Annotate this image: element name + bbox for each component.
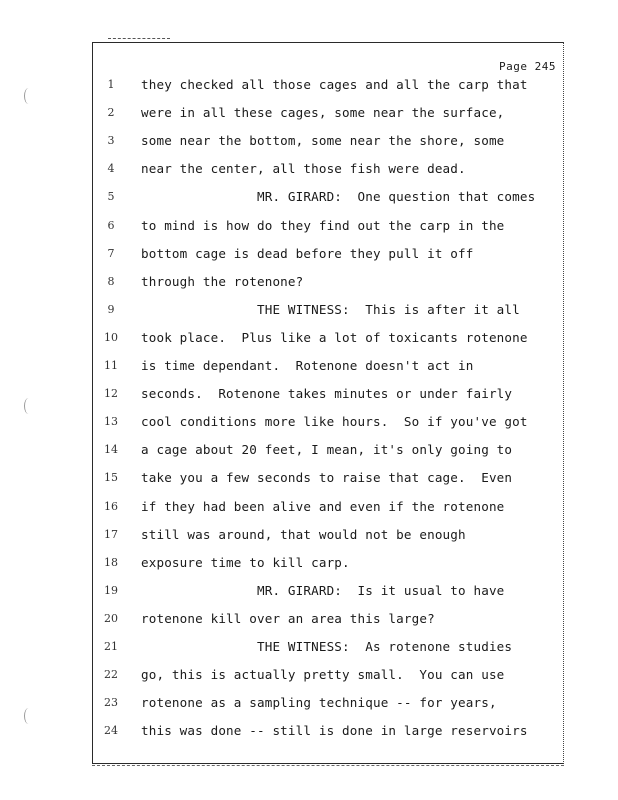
transcript-line — [0, 722, 618, 750]
page-number: Page 245 — [499, 60, 556, 73]
line-number: 11 — [104, 359, 118, 372]
line-number: 6 — [107, 218, 115, 232]
line-number: 7 — [107, 246, 115, 260]
transcript-line — [0, 301, 618, 329]
transcript-line — [0, 694, 618, 722]
line-text: bottom cage is dead before they pull it off — [141, 245, 474, 261]
transcript-line — [0, 582, 618, 610]
line-text: rotenone as a sampling technique -- for years, — [141, 695, 497, 711]
line-text: rotenone kill over an area this large? — [141, 610, 435, 626]
transcript-line — [0, 273, 618, 301]
line-text: THE WITNESS: As rotenone studies — [141, 639, 513, 654]
line-number: 18 — [104, 555, 118, 569]
line-number: 2 — [107, 106, 115, 120]
line-number: 19 — [104, 583, 118, 597]
line-text: near the center, all those fish were dead. — [141, 161, 466, 177]
transcript-line — [0, 217, 618, 245]
transcript-line — [0, 441, 618, 469]
transcript-line — [0, 329, 618, 357]
line-text: go, this is actually pretty small. You can use — [141, 667, 505, 683]
transcript-line — [0, 638, 618, 666]
line-text: to mind is how do they find out the carp in the — [141, 217, 505, 233]
line-text: still was around, that would not be enough — [141, 526, 466, 542]
transcript-line — [0, 385, 618, 413]
line-text: if they had been alive and even if the rotenone — [141, 498, 505, 514]
bottom-rule — [92, 765, 564, 766]
line-text: THE WITNESS: This is after it all — [141, 301, 520, 317]
line-number: 5 — [107, 190, 115, 204]
line-number: 4 — [107, 162, 115, 176]
transcript-line — [0, 526, 618, 554]
line-number: 12 — [104, 387, 118, 401]
transcript-line — [0, 498, 618, 526]
line-text: seconds. Rotenone takes minutes or under fairly — [141, 386, 513, 402]
line-number: 1 — [107, 78, 115, 91]
line-number: 17 — [104, 527, 118, 541]
line-number: 16 — [104, 499, 118, 513]
transcript-line — [0, 132, 618, 160]
line-text: some near the bottom, some near the shore, some — [141, 133, 505, 149]
top-margin-mark — [108, 38, 170, 41]
line-number: 9 — [107, 302, 115, 316]
transcript-line — [0, 469, 618, 497]
line-number: 20 — [104, 611, 118, 625]
line-text: took place. Plus like a lot of toxicants rotenone — [141, 329, 528, 345]
transcript-line — [0, 357, 618, 385]
line-text: exposure time to kill carp. — [141, 554, 350, 570]
line-text: a cage about 20 feet, I mean, it's only going to — [141, 442, 513, 458]
transcript-line — [0, 413, 618, 441]
line-text: this was done -- still is done in large reservoirs — [141, 723, 528, 739]
line-text: is time dependant. Rotenone doesn't act in — [141, 358, 474, 373]
line-text: cool conditions more like hours. So if you've got — [141, 414, 528, 430]
transcript-line — [0, 188, 618, 216]
line-number: 24 — [104, 724, 118, 738]
transcript-line — [0, 160, 618, 188]
line-text: MR. GIRARD: One question that comes — [141, 189, 536, 205]
line-number: 13 — [104, 415, 118, 429]
line-text: take you a few seconds to raise that cage. Even — [141, 470, 513, 486]
line-number: 15 — [104, 471, 118, 485]
transcript-line — [0, 666, 618, 694]
transcript-line — [0, 610, 618, 638]
transcript-line — [0, 104, 618, 132]
transcript-line — [0, 245, 618, 273]
line-number: 23 — [104, 696, 118, 710]
transcript-line — [0, 554, 618, 582]
line-number: 22 — [104, 668, 118, 682]
line-text: MR. GIRARD: Is it usual to have — [141, 582, 505, 598]
line-text: were in all these cages, some near the surface, — [141, 105, 505, 121]
line-number: 3 — [107, 134, 115, 148]
line-number: 21 — [104, 640, 118, 653]
line-number: 8 — [107, 274, 115, 288]
transcript-line — [0, 76, 618, 104]
line-text: through the rotenone? — [141, 273, 304, 289]
line-number: 10 — [104, 330, 118, 344]
line-text: they checked all those cages and all the carp that — [141, 77, 528, 92]
line-number: 14 — [104, 443, 118, 457]
